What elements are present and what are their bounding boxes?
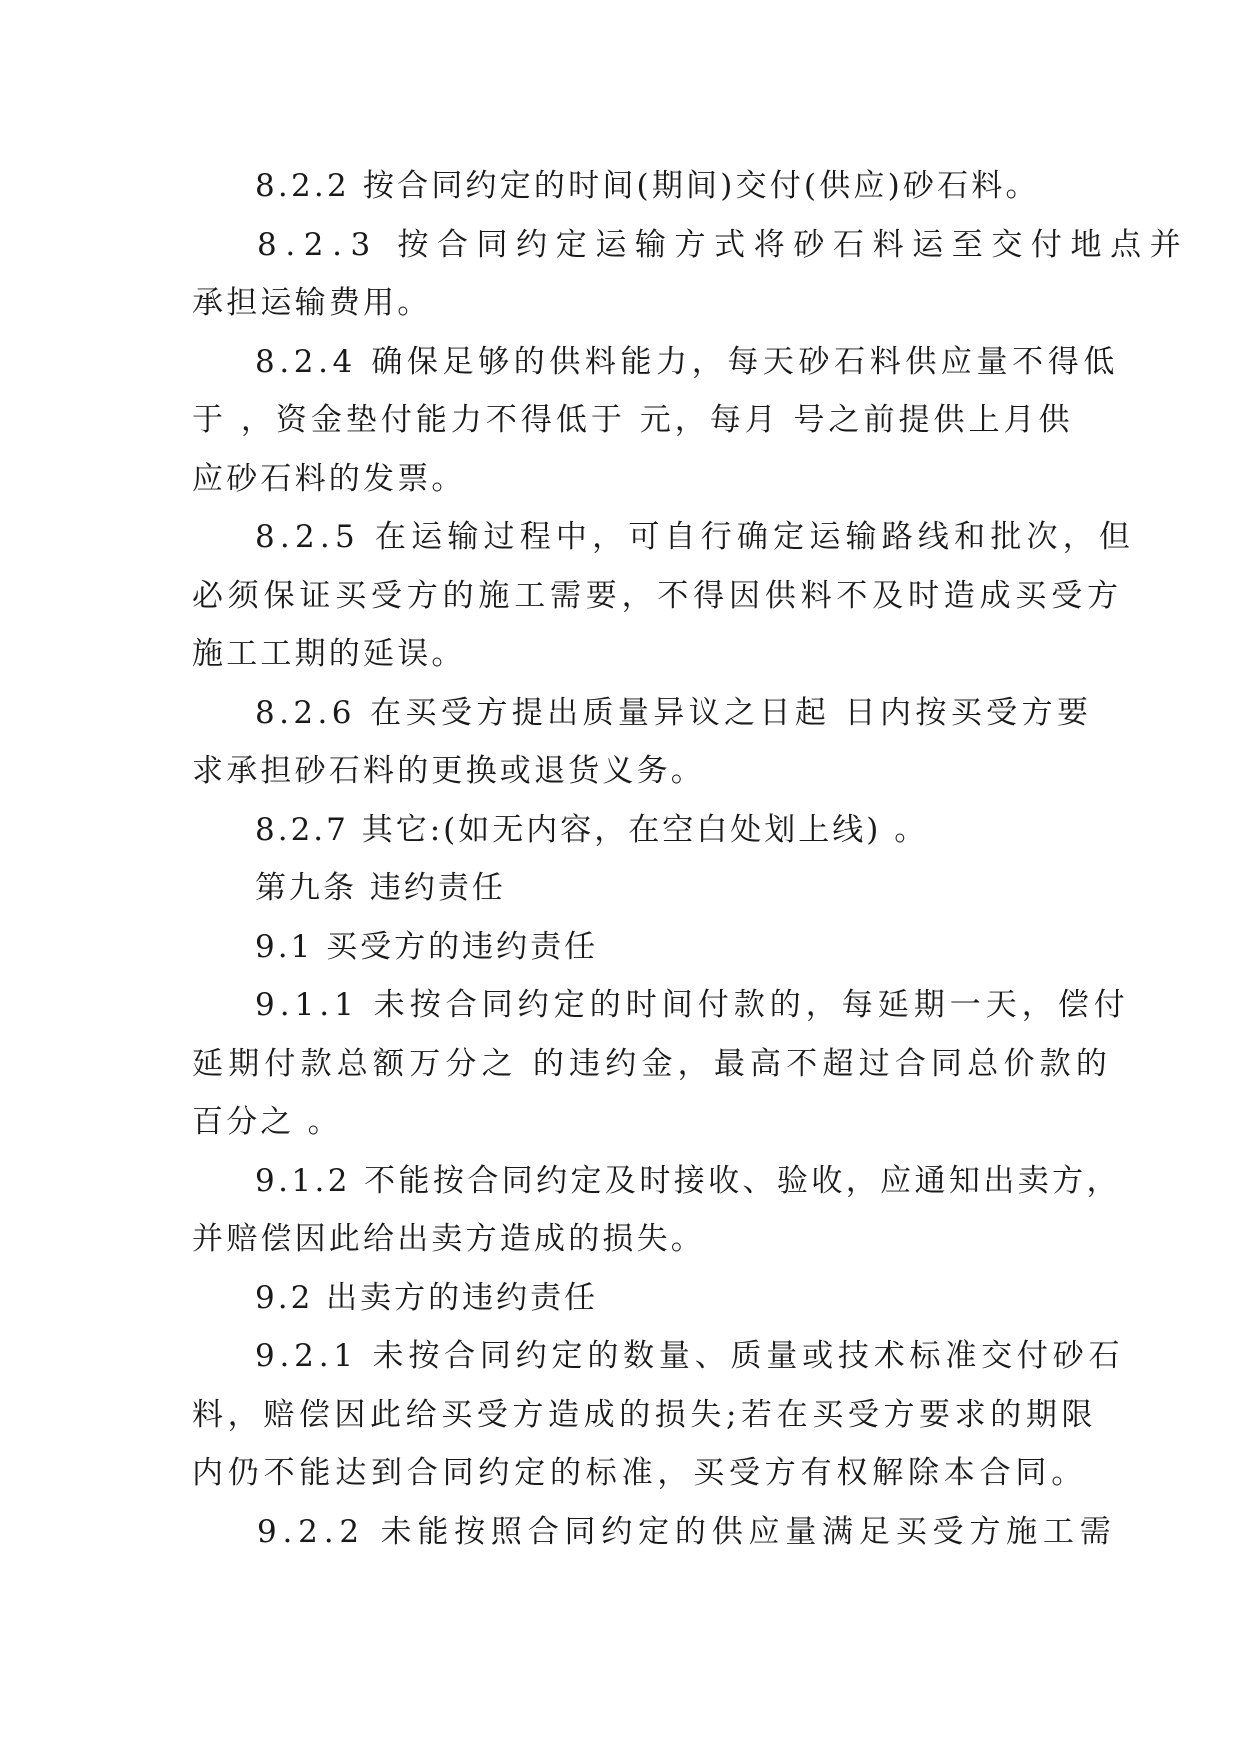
clause-8-2-4-cont: 于 ，资金垫付能力不得低于 元，每月 号之前提供上月供 [192,402,1074,438]
clause-8-2-3-cont: 承担运输费用。 [192,285,432,321]
clause-8-2-5-cont: 施工工期的延误。 [192,636,466,672]
clause-9-1-1: 9.1.1 未按合同约定的时间付款的，每延期一天，偿付 [255,987,1130,1023]
clause-9-2-1-cont: 料，赔偿因此给买受方造成的损失;若在买受方要求的期限 [192,1397,1098,1433]
clause-8-2-6-cont: 求承担砂石料的更换或退货义务。 [192,753,705,789]
clause-8-2-5-cont: 必须保证买受方的施工需要，不得因供料不及时造成买受方 [192,578,1123,614]
clause-8-2-3: 8.2.3 按合同约定运输方式将砂石料运至交付地点并 [257,227,1190,263]
clause-8-2-5: 8.2.5 在运输过程中，可自行确定运输路线和批次，但 [255,519,1136,555]
clause-8-2-4-cont: 应砂石料的发票。 [192,461,466,497]
clause-8-2-6: 8.2.6 在买受方提出质量异议之日起 日内按买受方要 [255,695,1093,731]
clause-8-2-2: 8.2.2 按合同约定的时间(期间)交付(供应)砂石料。 [255,168,1040,204]
section-9-2-heading: 9.2 出卖方的违约责任 [255,1280,599,1316]
clause-9-1-2: 9.1.2 不能按合同约定及时接收、验收，应通知出卖方， [255,1163,1121,1199]
section-9-1-heading: 9.1 买受方的违约责任 [255,929,599,965]
clause-8-2-4: 8.2.4 确保足够的供料能力，每天砂石料供应量不得低 [255,344,1119,380]
clause-9-1-2-cont: 并赔偿因此给出卖方造成的损失。 [192,1221,705,1257]
clause-9-2-1-cont: 内仍不能达到合同约定的标准，买受方有权解除本合同。 [192,1455,1087,1491]
clause-9-2-2: 9.2.2 未能按照合同约定的供应量满足买受方施工需 [257,1514,1117,1550]
clause-9-2-1: 9.2.1 未按合同约定的数量、质量或技术标准交付砂石 [255,1338,1125,1374]
clause-9-1-1-cont: 百分之 。 [192,1104,342,1140]
clause-9-1-1-cont: 延期付款总额万分之 的违约金，最高不超过合同总价款的 [192,1046,1113,1082]
clause-8-2-7: 8.2.7 其它:(如无内容，在空白处划上线) 。 [255,812,929,848]
article-9-heading: 第九条 违约责任 [255,870,506,906]
